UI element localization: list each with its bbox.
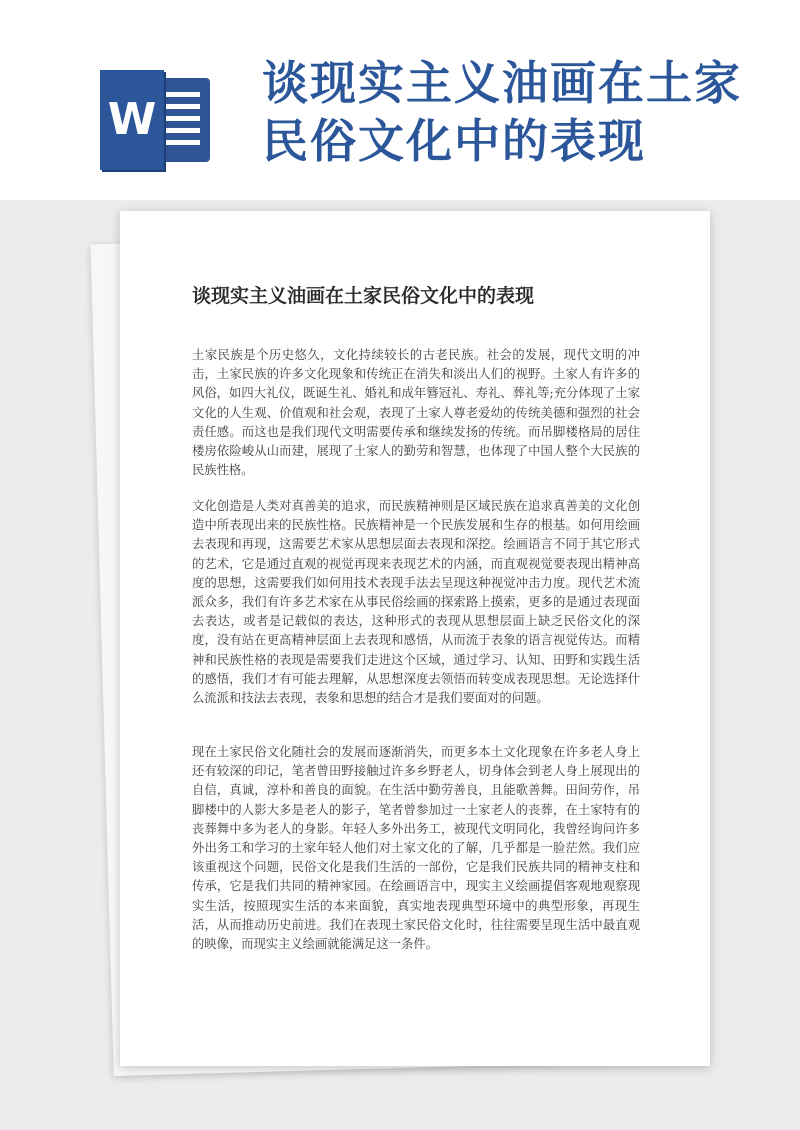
word-document-icon bbox=[100, 70, 212, 170]
paragraph-3: 现在土家民俗文化随社会的发展而逐渐消失，而更多本土文化现象在许多老人身上还有较深的印记，笔者曾田野接触过许多乡野老人，切身体会到老人身上展现出的自信，真诚，淳朴和善良的面貌。在生活中勤劳善良，且能歌善舞。田间劳作，吊脚楼中的人影大多是老人的影子，笔者曾参加过一土家老人的丧葬，在土家特有的丧葬舞中多为老人的身影。年轻人多外出务工，被现代文明同化，我曾经询问许多外出务工和学习的土家年轻人他们对土家文化的了解，几乎都是一脸茫然。我们应该重视这个问题，民俗文化是我们生活的一部份，它是我们民族共同的精神支柱和传承，它是我们共同的精神家园。在绘画语言中，现实主义绘画提倡客观地观察现实生活，按照现实生活的本来面貌，真实地表现典型环境中的典型形象，再现生活，从而推动历史前进。我们在表现土家民俗文化时，往往需要呈现生活中最直观的映像，而现实主义绘画就能满足这一条件。 bbox=[192, 745, 640, 952]
word-icon-letter: W bbox=[100, 70, 164, 170]
document-page bbox=[120, 211, 710, 1066]
banner-title-line-1: 谈现实主义油画在土家 bbox=[262, 56, 742, 110]
banner-header bbox=[0, 0, 800, 200]
banner-title bbox=[262, 54, 782, 170]
paragraph-2: 文化创造是人类对真善美的追求，而民族精神则是区域民族在追求真善美的文化创造中所表现出来的民族性格。民族精神是一个民族发展和生存的根基。如何用绘画去表现和再现，这需要艺术家从思想层面去表现和深挖。绘画语言不同于其它形式的艺术，它是通过直观的视觉再现来表现艺术的内涵，而直观视觉要表现出精神高度的思想，这需要我们如何用技术表现手法去呈现这种视觉冲击力度。现代艺术流派众多，我们有许多艺术家在从事民俗绘画的探索路上摸索，更多的是通过表现面去表达，或者是记载似的表达，这种形式的表现从思想层面上缺乏民俗文化的深度，没有站在更高精神层面上去表现和感悟，从而流于表象的语言视觉传达。而精神和民族性格的表现是需要我们走进这个区域，通过学习、认知、田野和实践生活的感悟，我们才有可能去理解，从思想深度去领悟而转变成表现思想。无论选择什么流派和技法去表现，表象和思想的结合才是我们要面对的问题。 bbox=[192, 499, 640, 706]
banner-title-line-2: 民俗文化中的表现 bbox=[262, 114, 646, 168]
document-title: 谈现实主义油画在土家民俗文化中的表现 bbox=[192, 285, 535, 307]
paragraph-1: 土家民族是个历史悠久，文化持续较长的古老民族。社会的发展，现代文明的冲击，土家民族的许多文化现象和传统正在消失和淡出人们的视野。土家人有许多的风俗，如四大礼仪，既诞生礼、婚礼和成年簪冠礼、寿礼、葬礼等;充分体现了土家文化的人生观、价值观和社会观，表现了土家人尊老爱幼的传统美德和强烈的社会责任感。而这也是我们现代文明需要传承和继续发扬的传统。而吊脚楼格局的居住楼房依险峻从山而建，展现了土家人的勤劳和智慧，也体现了中国人整个大民族的民族性格。 bbox=[192, 348, 640, 478]
